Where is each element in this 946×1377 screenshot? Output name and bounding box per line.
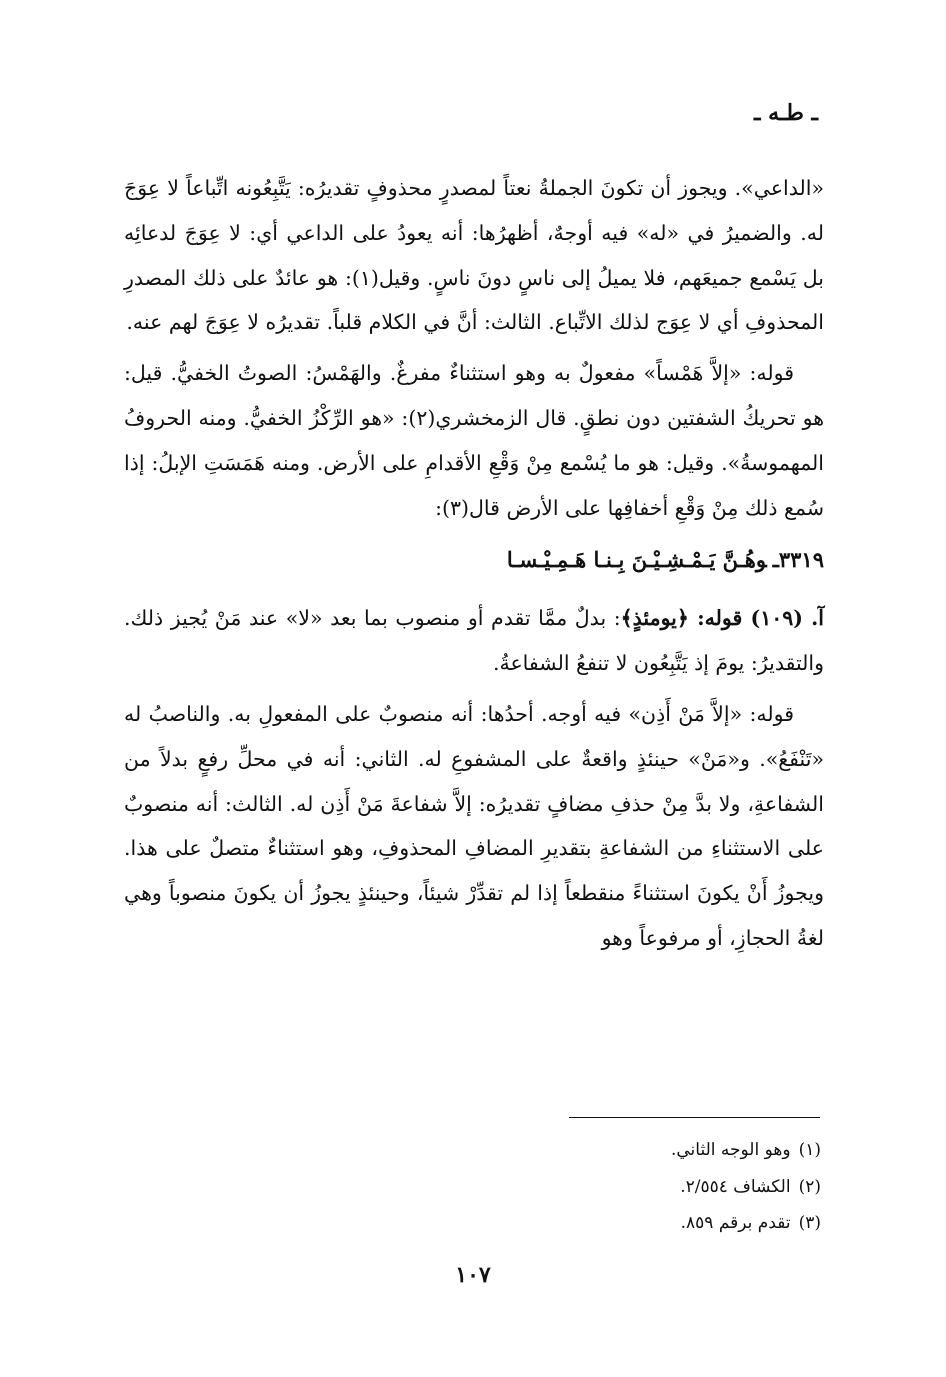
- footnote-text: وهو الوجه الثاني.: [670, 1140, 791, 1160]
- paragraph-3-text: : بدلٌ ممَّا تقدم أو منصوب بما بعد «لا» عند مَنْ يُجيز ذلك. والتقديرُ: يومَ إذ يَتَّبِعُون لا تنفعُ الشفاعةُ.: [124, 606, 824, 676]
- paragraph-4: قوله: «إلاَّ مَنْ أَذِن» فيه أوجه. أحدُها: أنه منصوبٌ على المفعولِ به. والناصبُ له «تَنْفَعُ». و«مَنْ» حينئذٍ واقعةٌ على المشفوعِ له. الثاني: أنه في محلِّ رفعٍ بدلاً من الشفاعةِ، ولا بدَّ مِنْ حذفِ مضافٍ تقديرُه: إلاَّ شفاعةَ مَنْ أَذِن له. الثالث: أنه منصوبٌ على الاستثناءِ من الشفاعةِ بتقديرِ المضافِ المحذوفِ، وهو استثناءٌ متصلٌ على هذا. ويجوزُ أَنْ يكونَ استثناءً منقطعاً إذا لم تقدِّرْ شيئاً، وحينئذٍ يجوزُ أن يكونَ منصوباً وهي لغةُ الحجازِ، أو مرفوعاً وهو: [124, 701, 824, 950]
- running-header: ـ طـه ـ: [754, 100, 818, 126]
- footnote-number: (٢): [798, 1176, 821, 1197]
- footnotes: [521, 1132, 821, 1242]
- footnote-text: الكشاف ٢/٥٥٤.: [680, 1176, 791, 1197]
- footnote-3: [521, 1205, 821, 1242]
- footnote-number: (٣): [798, 1213, 821, 1233]
- footnote-separator: [569, 1117, 820, 1118]
- paragraph-2: قوله: «إلاَّ هَمْساً» مفعولٌ به وهو استثناءٌ مفرغٌ. والهَمْسُ: الصوتُ الخفيُّ. قيل: هو تحريكُ الشفتين دون نطقٍ. قال الزمخشري(٢): «هو الرِّكْزُ الخفيُّ. ومنه الحروفُ المهموسةُ». وقيل: هو ما يُسْمع مِنْ وَقْعِ الأقدامِ على الأرض. ومنه هَمَسَتِ الإبلُ: إذا سُمع ذلك مِنْ وَقْعِ أخفافِها على الأرض قال(٣):: [124, 361, 824, 520]
- footnote-number: (١): [798, 1140, 821, 1160]
- footnote-text: تقدم برقم ٨٥٩.: [680, 1213, 791, 1233]
- verse-text: وهُـنَّ يَـمْـشِـيْـنَ بِـنـا هَـمِـيْـسـا: [506, 547, 767, 573]
- poem-verse: [124, 538, 824, 582]
- footnote-2: [521, 1169, 821, 1206]
- footnote-1: [521, 1132, 821, 1169]
- page-number: ١٠٧: [455, 1262, 491, 1288]
- paragraph-3: [124, 596, 824, 686]
- paragraph-1: «الداعي». ويجوز أن تكونَ الجملةُ نعتاً لمصدرٍ محذوفٍ تقديرُه: يَتَّبِعُونه اتِّباعاً لا عِوَجَ له. والضميرُ في «له» فيه أوجهٌ، أظهرُها: أنه يعودُ على الداعي أي: لا عِوَجَ لدعائِه بل يَسْمع جميعَهم، فلا يميلُ إلى ناسٍ دونَ ناسٍ. وقيل(١): هو عائدٌ على ذلك المصدرِ المحذوفِ أي لا عِوَج لذلك الاتِّباع. الثالث: أنَّ في الكلام قلباً. تقديرُه لا عِوَجَ لهم عنه.: [124, 176, 824, 335]
- verse-reference: آ. (١٠٩) قوله: ﴿يومئذٍ﴾: [620, 606, 824, 631]
- main-text: [124, 166, 824, 961]
- verse-number: ٣٣١٩ـ: [772, 547, 824, 573]
